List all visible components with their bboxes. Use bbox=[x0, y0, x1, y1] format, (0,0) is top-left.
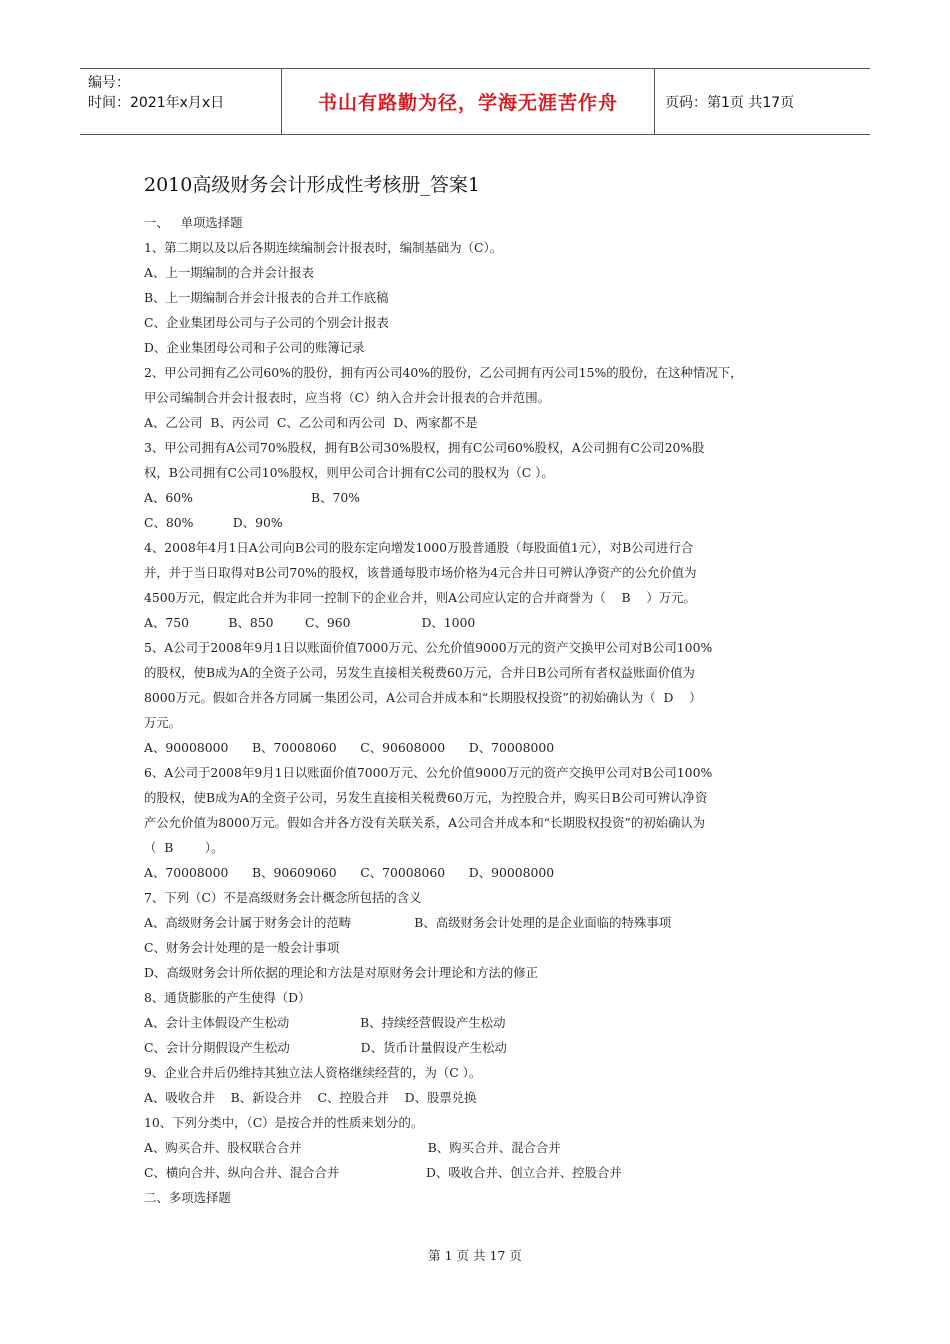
text-line: 2、甲公司拥有乙公司60%的股份，拥有丙公司40%的股份，乙公司拥有丙公司15%的股份，在这种情况下， bbox=[144, 365, 743, 380]
text-line: A、会计主体假设产生松动 B、持续经营假设产生松动 bbox=[144, 1015, 506, 1030]
text-line: 6、A公司于2008年9月1日以账面价值7000万元、公允价值9000万元的资产交换甲公司对B公司100% bbox=[144, 765, 713, 780]
text-line: 万元。 bbox=[144, 715, 182, 730]
text-line: 的股权，使B成为A的全资子公司，另发生直接相关税费60万元，为控股合并，购买日B公司可辨认净资 bbox=[144, 790, 708, 805]
text-line: 并，并于当日取得对B公司70%的股权，该普通每股市场价格为4元合并日可辨认净资产的公允价值为 bbox=[144, 565, 697, 580]
number-label: 编号： bbox=[88, 75, 130, 91]
text-line: 10、下列分类中，（C）是按合并的性质来划分的。 bbox=[144, 1115, 424, 1130]
text-line: 8000万元。假如合并各方同属一集团公司，A公司合并成本和“长期股权投资”的初始确认为（ D ） bbox=[144, 690, 702, 705]
header-motto: 书山有路勤为径，学海无涯苦作舟 bbox=[282, 69, 655, 134]
text-line: A、高级财务会计属于财务会计的范畴 B、高级财务会计处理的是企业面临的特殊事项 bbox=[144, 915, 672, 930]
document-title: 2010高级财务会计形成性考核册_答案1 bbox=[144, 174, 480, 196]
text-line: 权，B公司拥有C公司10%股权，则甲公司合计拥有C公司的股权为（C ）。 bbox=[144, 465, 554, 480]
text-line: C、企业集团母公司与子公司的个别会计报表 bbox=[144, 315, 389, 330]
document-body bbox=[144, 210, 814, 1210]
text-line: 9、企业合并后仍维持其独立法人资格继续经营的，为（C ）。 bbox=[144, 1065, 482, 1080]
page-footer: 第 1 页 共 17 页 bbox=[428, 1248, 522, 1263]
text-line: C、80% D、90% bbox=[144, 515, 283, 530]
text-line: 3、甲公司拥有A公司70%股权，拥有B公司30%股权，拥有C公司60%股权，A公司拥有C公司20%股 bbox=[144, 440, 705, 455]
text-line: A、购买合并、股权联合合并 B、购买合并、混合合并 bbox=[144, 1140, 561, 1155]
text-line: A、70008000 B、90609060 C、70008060 D、90008000 bbox=[144, 865, 555, 880]
text-line: 1、第二期以及以后各期连续编制会计报表时，编制基础为（C）。 bbox=[144, 240, 503, 255]
text-line: B、上一期编制合并会计报表的合并工作底稿 bbox=[144, 290, 389, 305]
page-header bbox=[80, 68, 870, 135]
text-line: 产公允价值为8000万元。假如合并各方没有关联关系，A公司合并成本和“长期股权投资”的初始确认为 bbox=[144, 815, 706, 830]
date-label: 时间：2021年x月x日 bbox=[88, 95, 225, 111]
text-line: 8、通货膨胀的产生使得（D） bbox=[144, 990, 311, 1005]
text-line: A、乙公司 B、丙公司 C、乙公司和丙公司 D、两家都不是 bbox=[144, 415, 478, 430]
text-line: 4、2008年4月1日A公司向B公司的股东定向增发1000万股普通股（每股面值1元），对B公司进行合 bbox=[144, 540, 694, 555]
text-line: 4500万元，假定此合并为非同一控制下的企业合并，则A公司应认定的合并商誉为（ B ）万元。 bbox=[144, 590, 696, 605]
text-line: 7、下列（C）不是高级财务会计概念所包括的含义 bbox=[144, 890, 422, 905]
text-line: C、会计分期假设产生松动 D、货币计量假设产生松动 bbox=[144, 1040, 507, 1055]
text-line: （ B ）。 bbox=[144, 840, 224, 855]
text-line: D、高级财务会计所依据的理论和方法是对原财务会计理论和方法的修正 bbox=[144, 965, 539, 980]
text-line: 一、 单项选择题 bbox=[144, 215, 243, 230]
text-line: 甲公司编制合并会计报表时，应当将（C）纳入合并会计报表的合并范围。 bbox=[144, 390, 550, 405]
text-line: D、企业集团母公司和子公司的账簿记录 bbox=[144, 340, 365, 355]
header-page-label: 页码：第1页 共17页 bbox=[665, 94, 795, 111]
text-line: A、上一期编制的合并会计报表 bbox=[144, 265, 315, 280]
text-line: A、吸收合并 B、新设合并 C、控股合并 D、股票兑换 bbox=[144, 1090, 477, 1105]
text-line: A、60% B、70% bbox=[144, 490, 361, 505]
text-line: 5、A公司于2008年9月1日以账面价值7000万元、公允价值9000万元的资产交换甲公司对B公司100% bbox=[144, 640, 713, 655]
text-line: 的股权，使B成为A的全资子公司，另发生直接相关税费60万元，合并日B公司所有者权益账面价值为 bbox=[144, 665, 695, 680]
text-line: C、财务会计处理的是一般会计事项 bbox=[144, 940, 340, 955]
header-meta bbox=[80, 69, 282, 134]
text-line: A、750 B、850 C、960 D、1000 bbox=[144, 615, 476, 630]
text-line: C、横向合并、纵向合并、混合合并 D、吸收合并、创立合并、控股合并 bbox=[144, 1165, 622, 1180]
text-line: A、90008000 B、70008060 C、90608000 D、70008000 bbox=[144, 740, 555, 755]
text-line: 二、多项选择题 bbox=[144, 1190, 231, 1205]
